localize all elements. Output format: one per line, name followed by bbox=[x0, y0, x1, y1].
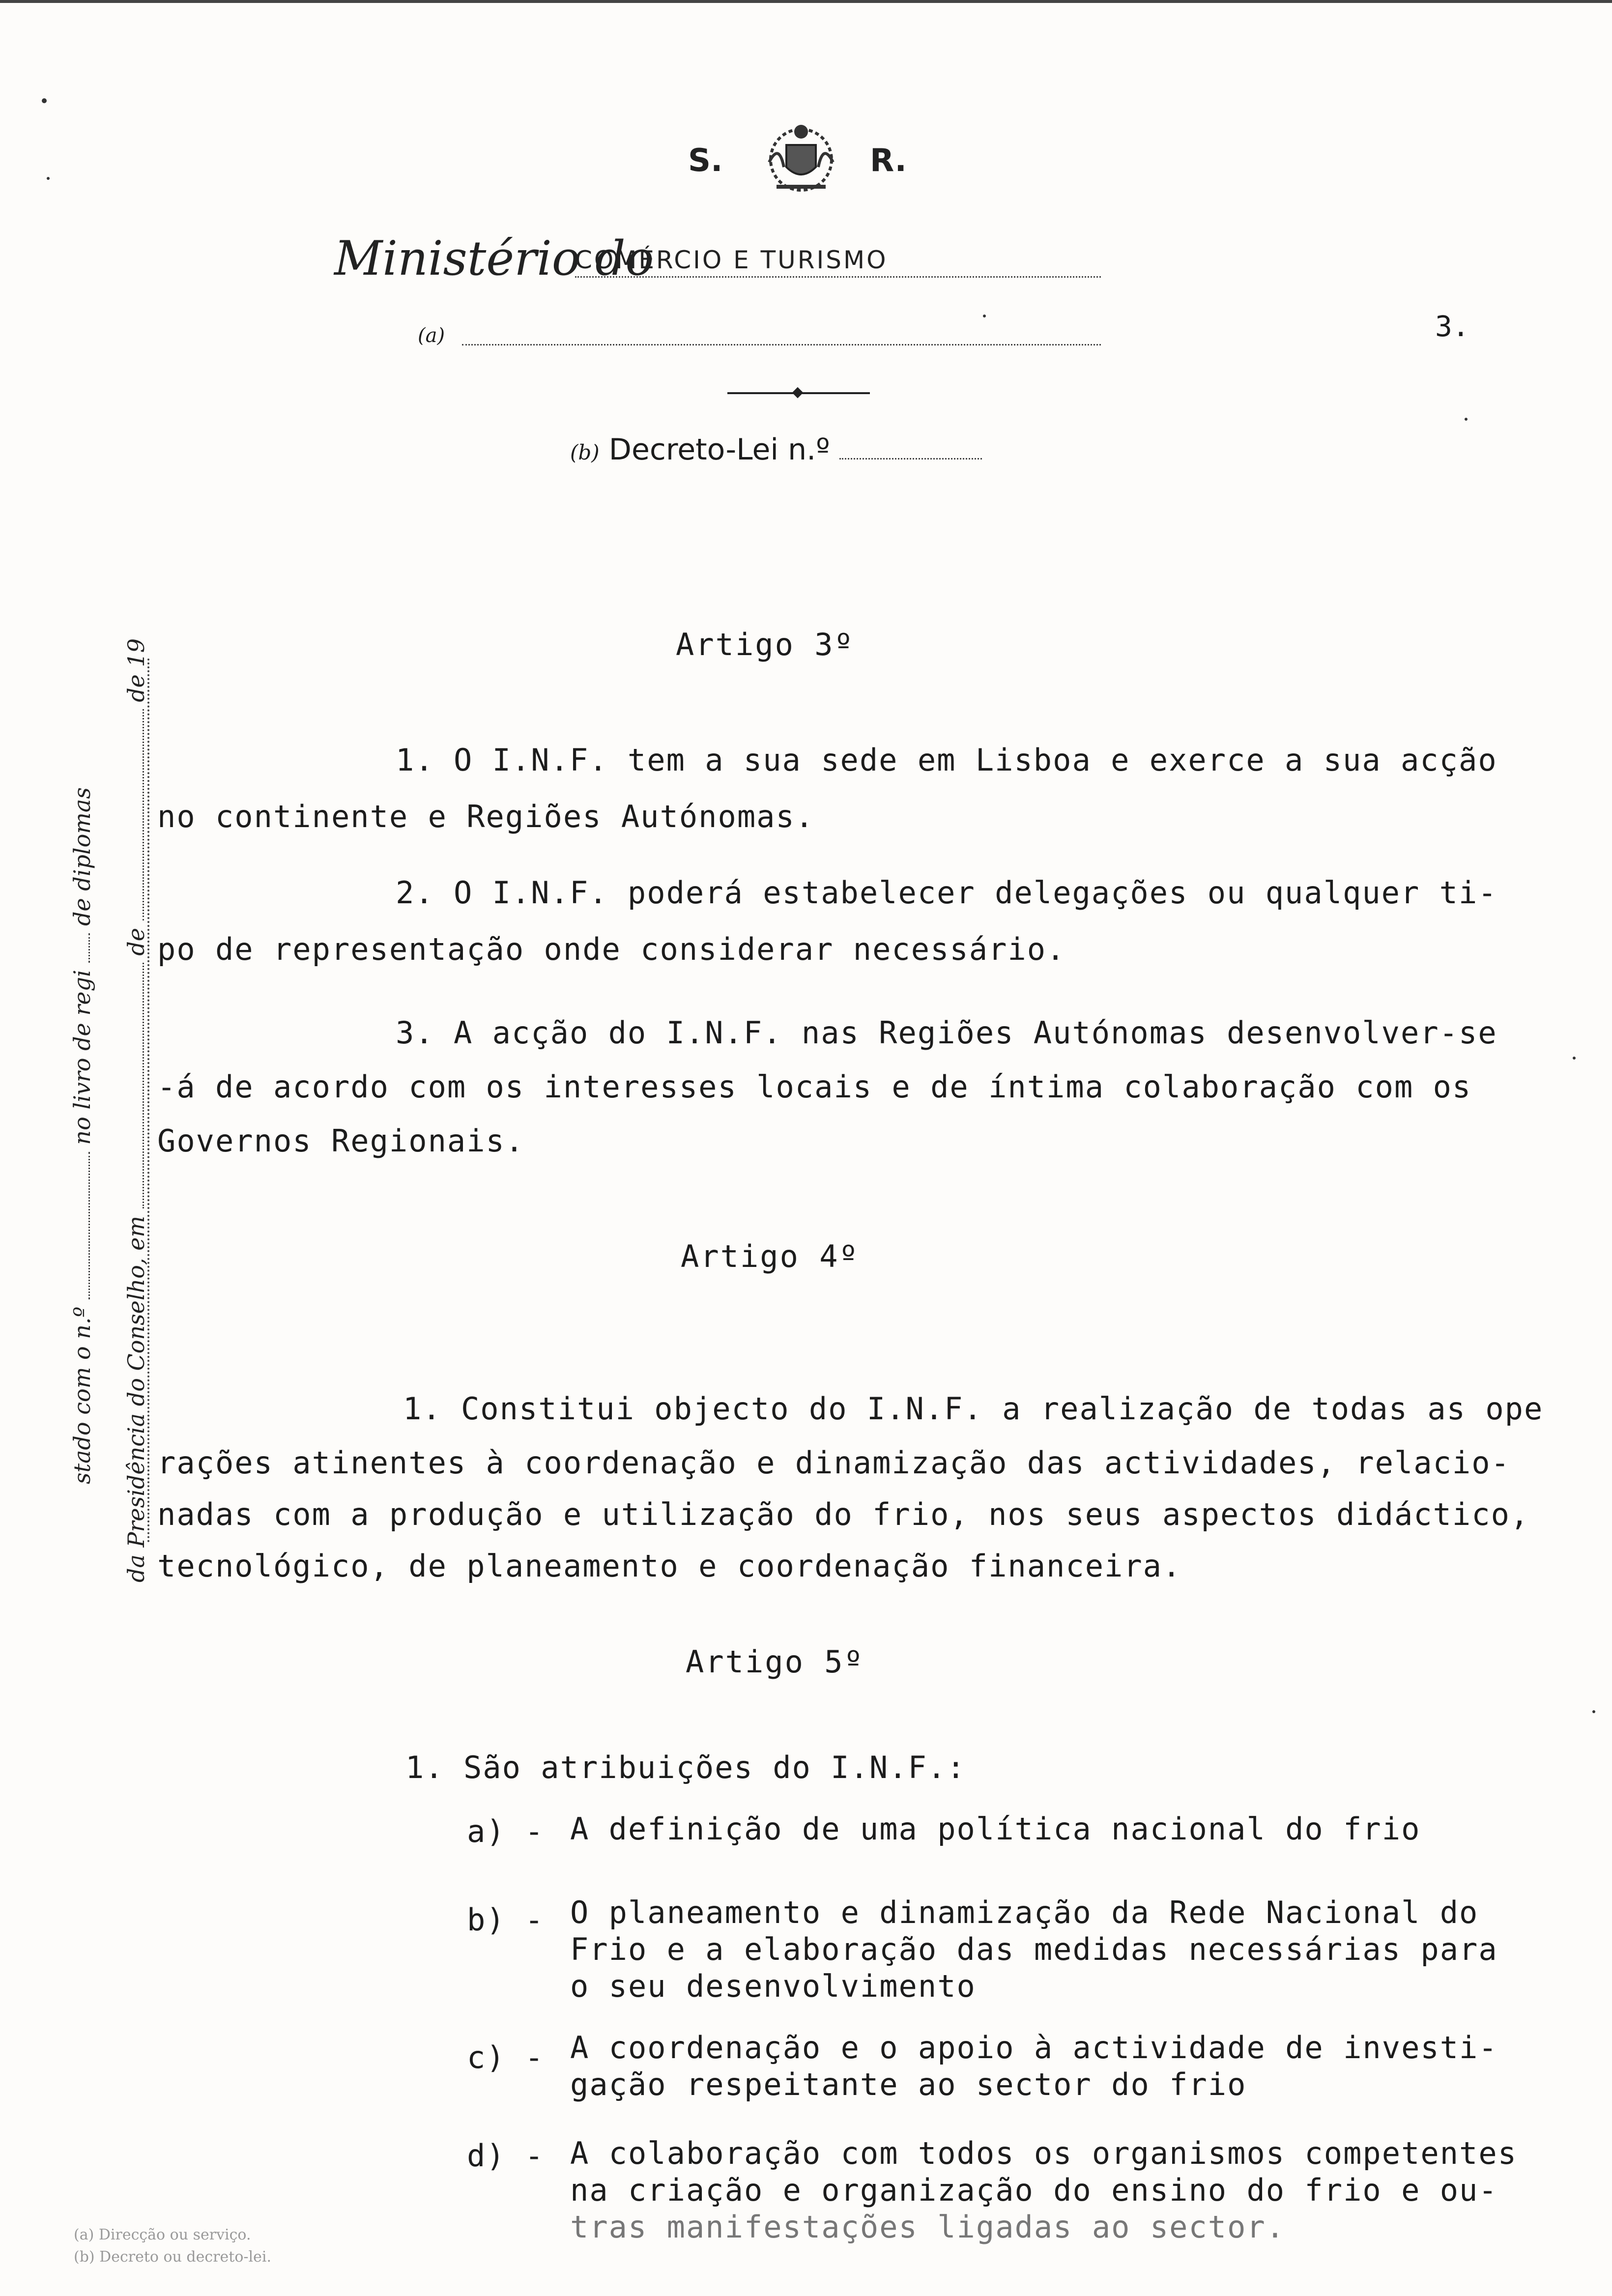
item-d-line3: tras manifestações ligadas ao sector. bbox=[570, 2209, 1286, 2245]
letterhead-s: S. bbox=[688, 143, 723, 179]
article-3-heading: Artigo 3º bbox=[676, 627, 854, 662]
ministry-name: COMÉRCIO E TURISMO bbox=[575, 246, 888, 274]
margin-dots-3 bbox=[143, 963, 144, 1208]
item-b-line3: o seu desenvolvimento bbox=[570, 1968, 976, 2004]
margin-dots-1 bbox=[88, 1152, 90, 1299]
article-4-heading: Artigo 4º bbox=[681, 1238, 859, 1274]
margin-registration-line bbox=[69, 787, 95, 1484]
line-a bbox=[418, 324, 1184, 354]
top-border-line bbox=[0, 0, 1612, 3]
ornament-divider bbox=[727, 388, 870, 398]
item-d-line2: na criação e organização do ensino do frio e ou- bbox=[570, 2172, 1498, 2208]
item-a-line1: A definição de uma política nacional do frio bbox=[570, 1811, 1421, 1847]
item-d-line1: A colaboração com todos os organismos competentes bbox=[570, 2135, 1518, 2171]
article-5-heading: Artigo 5º bbox=[686, 1644, 864, 1680]
article-5-intro: 1. São atribuições do I.N.F.: bbox=[405, 1750, 966, 1785]
letterhead-r: R. bbox=[870, 143, 907, 179]
article-3-p2-line2: po de representação onde considerar necessário. bbox=[157, 931, 1066, 967]
article-3-p1-line1: 1. O I.N.F. tem a sua sede em Lisboa e exerce a sua acção bbox=[396, 742, 1497, 778]
article-3-p3-line3: Governos Regionais. bbox=[157, 1123, 525, 1159]
item-c-line1: A coordenação e o apoio à actividade de investi- bbox=[570, 2030, 1498, 2066]
ministry-dotted-line bbox=[575, 276, 1101, 278]
article-4-p1-line4: tecnológico, de planeamento e coordenação financeira. bbox=[157, 1548, 1182, 1584]
ornament-diamond-icon bbox=[792, 387, 804, 399]
margin-de-text: de bbox=[123, 928, 149, 956]
item-b-label: b) - bbox=[467, 1902, 545, 1938]
coat-of-arms-icon bbox=[757, 118, 845, 201]
article-3-p2-line1: 2. O I.N.F. poderá estabelecer delegações ou qualquer ti- bbox=[396, 875, 1497, 911]
article-4-p1-line3: nadas com a produção e utilização do frio, nos seus aspectos didáctico, bbox=[157, 1496, 1530, 1532]
article-3-p1-line2: no continente e Regiões Autónomas. bbox=[157, 799, 815, 834]
margin-diplomas-text: de diplomas bbox=[69, 787, 95, 926]
footnote-b: (b) Decreto ou decreto-lei. bbox=[74, 2248, 272, 2266]
margin-year-text: de 19 bbox=[123, 638, 149, 702]
footnote-a: (a) Direcção ou serviço. bbox=[74, 2226, 251, 2243]
margin-vertical-dotted-line bbox=[147, 659, 149, 1543]
margin-dots-4 bbox=[143, 709, 144, 920]
decree-line bbox=[570, 432, 1062, 472]
item-b-line2: Frio e a elaboração das medidas necessárias para bbox=[570, 1931, 1498, 1967]
margin-presidency-line bbox=[123, 638, 149, 1582]
scan-speck bbox=[1592, 1710, 1595, 1713]
decree-prefix: (b) bbox=[570, 440, 600, 464]
margin-book-text: no livro de regi bbox=[69, 970, 95, 1145]
margin-presidency-text: da Presidência do Conselho, em bbox=[123, 1215, 149, 1582]
page-number: 3. bbox=[1435, 310, 1469, 343]
article-3-p3-line2: -á de acordo com os interesses locais e de íntima colaboração com os bbox=[157, 1069, 1472, 1105]
scan-speck bbox=[1573, 1057, 1576, 1060]
item-b-line1: O planeamento e dinamização da Rede Nacional do bbox=[570, 1894, 1479, 1930]
scan-speck bbox=[1465, 418, 1468, 421]
scan-speck bbox=[42, 98, 47, 103]
article-4-p1-line2: rações atinentes à coordenação e dinamização das actividades, relacio- bbox=[157, 1445, 1510, 1481]
article-4-p1-line1: 1. Constitui objecto do I.N.F. a realização de todas as ope bbox=[403, 1391, 1544, 1427]
decree-label: Decreto-Lei n.º bbox=[608, 432, 830, 467]
ministry-line bbox=[334, 231, 1268, 286]
margin-registered-text: stado com o n.º bbox=[69, 1306, 95, 1484]
item-c-line2: gação respeitante ao sector do frio bbox=[570, 2066, 1247, 2102]
ministry-label: Ministério do bbox=[334, 231, 654, 286]
item-c-label: c) - bbox=[467, 2039, 545, 2075]
article-3-p3-line1: 3. A acção do I.N.F. nas Regiões Autónomas desenvolver-se bbox=[396, 1015, 1497, 1051]
line-a-dotted-line bbox=[462, 344, 1101, 345]
decree-dotted-line bbox=[839, 458, 982, 459]
scan-speck bbox=[983, 315, 986, 317]
line-a-label: (a) bbox=[418, 324, 445, 347]
item-a-label: a) - bbox=[467, 1813, 545, 1849]
margin-dots-2 bbox=[88, 933, 90, 963]
letterhead bbox=[683, 113, 939, 201]
item-d-label: d) - bbox=[467, 2138, 545, 2174]
scan-speck bbox=[47, 177, 50, 180]
